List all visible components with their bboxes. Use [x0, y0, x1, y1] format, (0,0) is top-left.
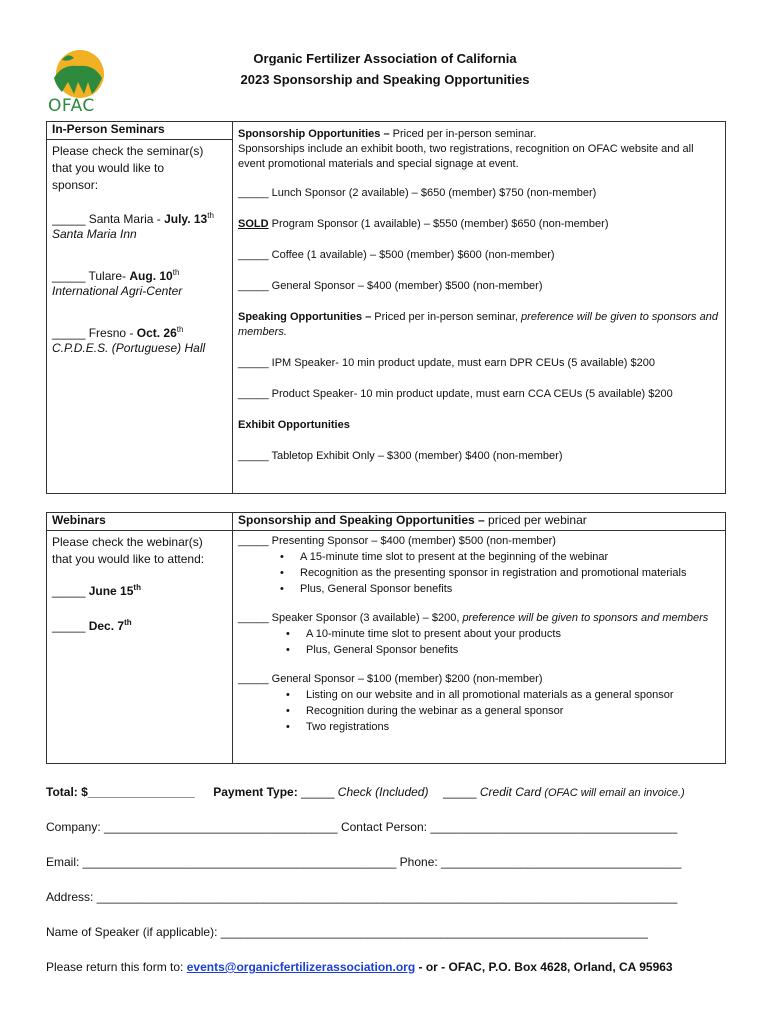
address-field[interactable]: Address: _______________________________________________________________________________________: [46, 890, 678, 904]
webinar-date-item[interactable]: _____ June 15th: [52, 583, 141, 598]
sponsor-description: Sponsorships include an exhibit booth, two registrations, recognition on OFAC website and all event promotional materials and special signage at event.: [238, 142, 694, 170]
option-general-sponsor[interactable]: _____ General Sponsor – $400 (member) $500 (non-member): [238, 279, 543, 292]
option-presenting-sponsor[interactable]: _____ Presenting Sponsor – $400 (member) $500 (non-member): [238, 535, 556, 547]
webinars-right-header: Sponsorship and Speaking Opportunities – priced per webinar: [233, 513, 726, 531]
speaking-heading: Speaking Opportunities – Priced per in-person seminar, preference will be given to sponsors and members.: [238, 310, 718, 338]
logo-text: OFAC: [48, 96, 95, 116]
seminar-item[interactable]: _____ Santa Maria - July. 13th Santa Maria Inn: [52, 211, 214, 241]
option-ipm-speaker[interactable]: _____ IPM Speaker- 10 min product update, must earn DPR CEUs (5 available) $200: [238, 356, 656, 369]
webinar-opportunities: [233, 531, 726, 764]
webinars-left-header: Webinars: [47, 513, 233, 531]
exhibit-heading: Exhibit Opportunities: [238, 418, 350, 431]
option-product-speaker[interactable]: _____ Product Speaker- 10 min product update, must earn CCA CEUs (5 available) $200: [238, 387, 673, 400]
speaker-benefits: • A 10-minute time slot to present about your products • Plus, General Sponsor benefits: [238, 626, 720, 658]
webinars-table: [46, 512, 726, 764]
option-coffee-sponsor[interactable]: _____ Coffee (1 available) – $500 (member) $600 (non-member): [238, 248, 555, 261]
email-phone-field[interactable]: Email: _______________________________________________ Phone: ____________________________________: [46, 855, 682, 869]
payment-type-label: Payment Type:: [213, 785, 298, 799]
presenting-benefits: • A 15-minute time slot to present at the beginning of the webinar • Recognition as the presenting sponsor in registration and promotional materials • Plus, General Sponsor benefits: [238, 549, 720, 597]
webinar-date-item[interactable]: _____ Dec. 7th: [52, 618, 132, 633]
return-email-link[interactable]: events@organicfertilizerassociation.org: [186, 960, 416, 974]
seminars-table: [46, 121, 726, 494]
option-program-sponsor[interactable]: SOLD Program Sponsor (1 available) – $550 (member) $650 (non-member): [238, 217, 609, 230]
return-address: OFAC, P.O. Box 4628, Orland, CA 95963: [448, 960, 673, 974]
check-option[interactable]: _____ Check (Included): [301, 785, 429, 799]
company-contact-field[interactable]: Company: ___________________________________ Contact Person: _____________________________________: [46, 820, 678, 834]
seminar-prompt: Please check the seminar(s) that you would like to sponsor:: [52, 144, 204, 192]
page-subtitle: 2023 Sponsorship and Speaking Opportunities: [240, 72, 530, 87]
seminar-locations: [47, 140, 233, 494]
option-webinar-general-sponsor[interactable]: _____ General Sponsor – $100 (member) $200 (non-member): [238, 673, 543, 685]
payment-row: [46, 785, 685, 799]
credit-card-option[interactable]: _____ Credit Card (OFAC will email an invoice.): [443, 785, 685, 799]
general-benefits: • Listing on our website and in all promotional materials as a general sponsor • Recognition during the webinar as a general sponsor • Two registrations: [238, 687, 720, 735]
seminar-item[interactable]: _____ Fresno - Oct. 26th C.P.D.E.S. (Portuguese) Hall: [52, 325, 206, 355]
total-field[interactable]: Total: $________________: [46, 785, 195, 799]
option-tabletop-exhibit[interactable]: _____ Tabletop Exhibit Only – $300 (member) $400 (non-member): [238, 449, 563, 462]
return-instructions: Please return this form to: events@organicfertilizerassociation.org - or - OFAC, P.O. Box 4628, Orland, CA 95963: [46, 960, 673, 974]
option-speaker-sponsor[interactable]: _____ Speaker Sponsor (3 available) – $200, preference will be given to sponsors and members: [238, 612, 709, 624]
seminar-opportunities: Sponsorship Opportunities – Priced per in-person seminar. Sponsorships include an exhibit booth, two registrations, recognition on OFAC website and all event promotional materials and special signage at event. _____ Lunch Sponsor (2 available) – $650 (member) $750 (non-member) SOLD Program Sponsor (1 available) – $550 (member) $650 (non-member) _____ Coffee (1 available) – $500 (member) $600 (non-member) _____ General Sponsor – $400 (member) $500 (non-member) Speaking Opportunities – Priced per in-person seminar, preference will be given to sponsors and members. _____ IPM Speaker- 10 min product update, must earn DPR CEUs (5 available) $200 _____ Product Speaker- 10 min product update, must earn CCA CEUs (5 available) $200 Exhibit Opportunities _____ Tabletop Exhibit Only – $300 (member) $400 (non-member): [233, 140, 726, 494]
seminar-item[interactable]: _____ Tulare- Aug. 10th International Agri-Center: [52, 268, 183, 298]
seminars-left-header: In-Person Seminars: [47, 122, 233, 140]
webinar-dates: [47, 531, 233, 764]
page-title: Organic Fertilizer Association of California: [253, 51, 517, 66]
webinar-prompt: Please check the webinar(s) that you would like to attend:: [52, 535, 205, 566]
speaker-name-field[interactable]: Name of Speaker (if applicable): ________________________________________________________________: [46, 925, 648, 939]
option-lunch-sponsor[interactable]: _____ Lunch Sponsor (2 available) – $650 (member) $750 (non-member): [238, 186, 597, 199]
